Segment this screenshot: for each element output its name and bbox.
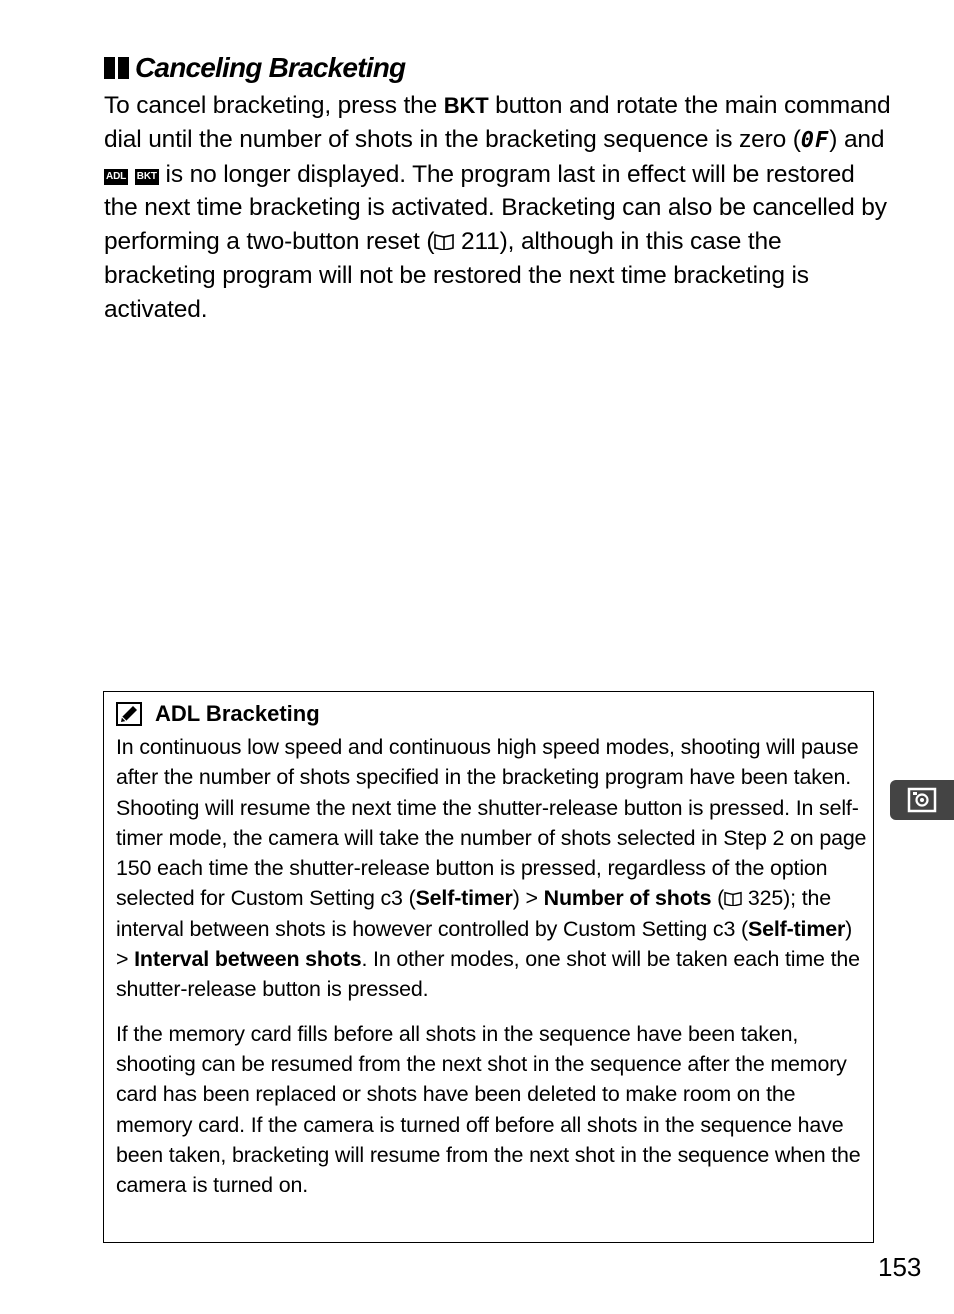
note-header [116, 702, 320, 726]
intro-paragraph [104, 89, 894, 327]
note-text: . In other modes, one shot will be taken each time the shutter-release button is pressed. [116, 947, 860, 1002]
menu-item-number-of-shots: Number of shots [543, 886, 712, 911]
page-number: 153 [878, 1252, 922, 1282]
zero-shots-display: 0F [800, 127, 830, 153]
menu-item-self-timer: Self-timer [747, 916, 846, 941]
note-text: ( [711, 886, 725, 911]
note-body [116, 732, 868, 1200]
note-paragraph-2: If the memory card fills before all shots in the sequence have been taken, shooting can be resumed from the next shot in the sequence after the memory card has been replaced or shots have been deleted to make room on the memory card. If the camera is turned off before all shots in the sequence have been taken, bracketing will resume from the next shot in the sequence when the camera is turned on. [116, 1021, 861, 1198]
intro-text-4: is no longer displayed. The program last in effect will be restored the next time bracketing is activated. Bracketing can also be cancelled by performing a two-button reset ( [104, 160, 887, 256]
heading-marker-icon [104, 57, 129, 79]
intro-text-2: button and rotate the main command dial until the number of shots in the bracketing sequence is zero ( [104, 92, 891, 153]
menu-item-interval-between-shots: Interval between shots [134, 947, 362, 972]
bkt-indicator-icon: BKT [135, 169, 159, 185]
menu-item-self-timer: Self-timer [415, 886, 513, 911]
pencil-note-icon [116, 702, 142, 726]
chapter-tab[interactable] [890, 780, 954, 820]
adl-indicator-icon: ADL [104, 169, 128, 185]
book-reference-icon [724, 890, 742, 906]
intro-text-3: ) and [829, 125, 885, 153]
intro-text-1: To cancel bracketing, press the [104, 92, 444, 119]
note-title: ADL Bracketing [155, 701, 320, 726]
section-heading [104, 48, 405, 88]
adl-bracketing-note [103, 691, 874, 1243]
intro-text-5: ), although in this case the bracketing program will not be restored the next time bracketing is activated. [104, 228, 809, 323]
camera-mode-icon [907, 787, 937, 813]
note-paragraph-1 [116, 732, 868, 1005]
ref-page-325[interactable]: 325 [742, 886, 784, 911]
book-reference-icon [434, 232, 454, 250]
bkt-button-label: BKT [443, 93, 489, 118]
note-text: ) > [116, 916, 853, 972]
ref-page-211[interactable]: 211 [454, 228, 500, 256]
note-text: ); the interval between shots is however controlled by Custom Setting c3 ( [116, 886, 832, 941]
heading-title: Canceling Bracketing [135, 52, 406, 83]
note-text: In continuous low speed and continuous high speed modes, shooting will pause after the number of shots specified in the bracketing program have been taken. Shooting will resume the next time the shutter-release button is pressed. In self-timer mode, the camera will take the number of shots selected in Step 2 on page 150 each time the shutter-release button is pressed, regardless of the option selected for Custom Setting c3 ( [116, 735, 867, 911]
note-text: ) > [512, 886, 544, 911]
